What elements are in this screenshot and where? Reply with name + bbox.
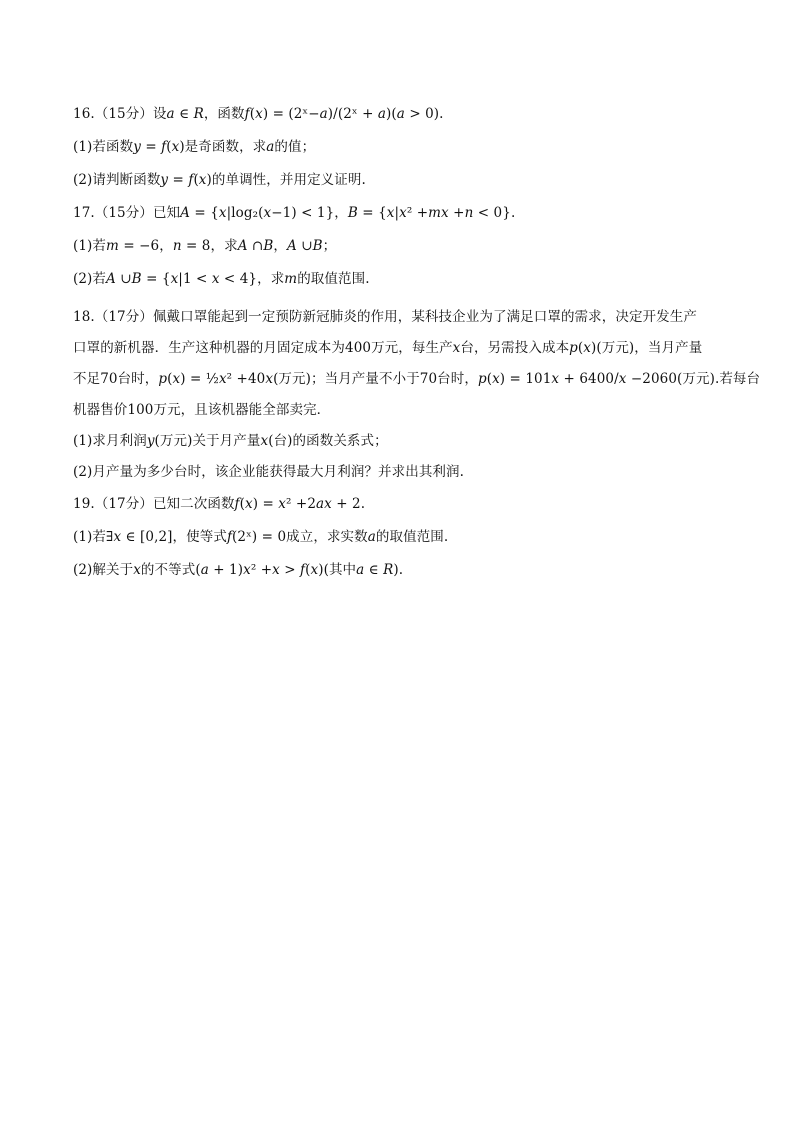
problem-19-part-1: (1)若∃𝑥 ∈ [0,2]，使等式𝑓(2ˣ) = 0成立，求实数𝑎的取值范围.	[73, 529, 449, 545]
problem-18-part-1: (1)求月利润𝑦(万元)关于月产量𝑥(台)的函数关系式；	[73, 433, 388, 449]
problem-19	[73, 494, 723, 580]
problem-17-header: 17.（15分）已知𝐴 = {𝑥|log₂(𝑥−1) < 1}，𝐵 = {𝑥|𝑥² +𝑚𝑥 +𝑛 < 0}.	[73, 205, 516, 221]
problem-17-part-1: (1)若𝑚 = −6，𝑛 = 8，求𝐴 ∩𝐵，𝐴 ∪𝐵；	[73, 238, 337, 254]
problem-17	[73, 203, 723, 289]
problem-18-line-3: 不足70台时，𝑝(𝑥) = ½𝑥² +40𝑥(万元)；当月产量不小于70台时，𝑝(𝑥) = 101𝑥 + 6400/𝑥 −2060(万元).若每台	[73, 371, 761, 387]
problem-list	[73, 104, 761, 580]
problem-17-part-2: (2)若𝐴 ∪𝐵 = {𝑥|1 < 𝑥 < 4}，求𝑚的取值范围.	[73, 271, 370, 287]
problem-19-part-2: (2)解关于𝑥的不等式(𝑎 + 1)𝑥² +𝑥 > 𝑓(𝑥)(其中𝑎 ∈ 𝑅).	[73, 562, 404, 578]
problem-18-line-1: 18.（17分）佩戴口罩能起到一定预防新冠肺炎的作用，某科技企业为了满足口罩的需求，决定开发生产	[73, 309, 697, 325]
problem-16-part-1: (1)若函数𝑦 = 𝑓(𝑥)是奇函数，求𝑎的值；	[73, 139, 316, 155]
problem-16-header: 16.（15分）设𝑎 ∈ 𝑅，函数𝑓(𝑥) = (2ˣ−𝑎)/(2ˣ + 𝑎)(𝑎 > 0).	[73, 106, 444, 122]
problem-18	[73, 302, 761, 488]
problem-18-line-4: 机器售价100万元，且该机器能全部卖完．	[73, 402, 331, 418]
problem-19-header: 19.（17分）已知二次函数𝑓(𝑥) = 𝑥² +2𝑎𝑥 + 2.	[73, 496, 366, 512]
problem-16-part-2: (2)请判断函数𝑦 = 𝑓(𝑥)的单调性，并用定义证明.	[73, 172, 366, 188]
problem-18-part-2: (2)月产量为多少台时，该企业能获得最大月利润？并求出其利润.	[73, 464, 465, 480]
problem-18-line-2: 口罩的新机器．生产这种机器的月固定成本为400万元，每生产𝑥台，另需投入成本𝑝(𝑥)(万元)，当月产量	[73, 340, 703, 356]
problem-16	[73, 104, 723, 190]
